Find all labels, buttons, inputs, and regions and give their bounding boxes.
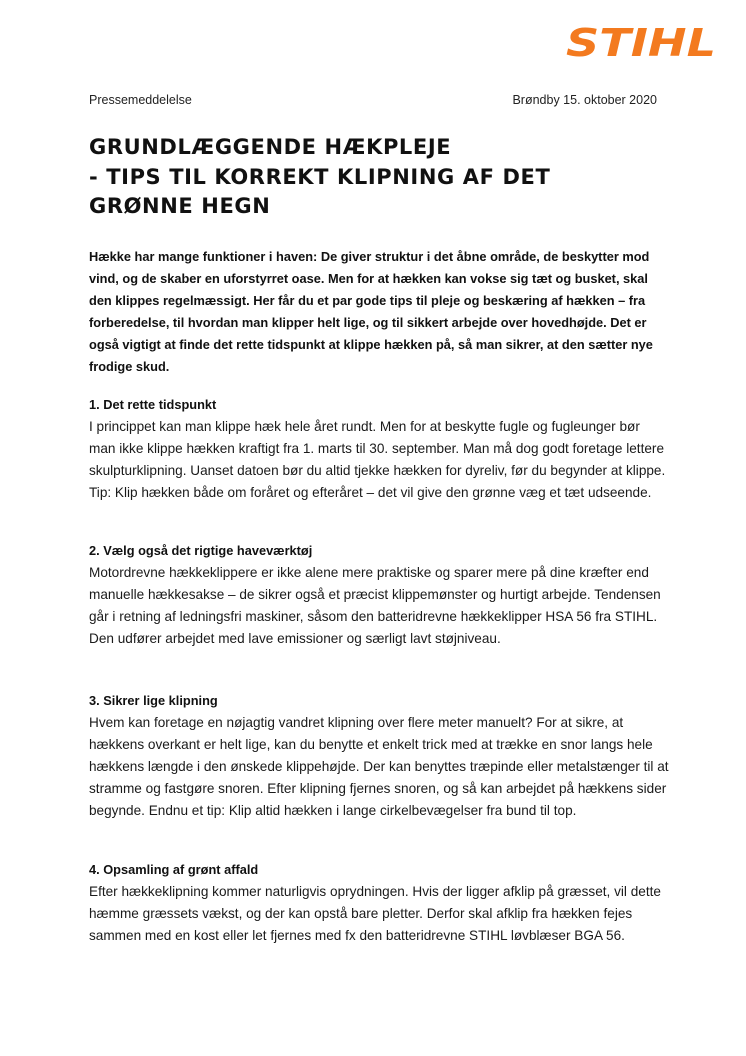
section-right-time xyxy=(89,394,669,504)
stihl-logo xyxy=(564,24,718,60)
stihl-logo-mark xyxy=(564,24,718,60)
page-title xyxy=(89,133,669,222)
section-body: Hvem kan foretage en nøjagtig vandret klipning over flere meter manuelt? For at sikre, at hækkens overkant er helt lige, kan du benytte et enkelt trick med at trække en snor langs hele hækkens længde i den ønskede klippehøjde. Der kan benyttes træpinde eller metalstænger til at stramme og fastgøre snoren. Efter klipning fjernes snoren, og så kan arbejdet på hækkens sider begynde. Endnu et tip: Klip altid hækken i lange cirkelbevægelser fra bund til top. xyxy=(89,715,669,818)
section-garden-tools xyxy=(89,540,669,650)
lead-paragraph: Hække har mange funktioner i haven: De giver struktur i det åbne område, de beskytter mod vind, og de skaber en uforstyrret oase. Men for at hækken kan vokse sig tæt og busket, skal den klippes regelmæssigt. Her får du et par gode tips til pleje og beskæring af hækken – fra forberedelse, til hvordan man klipper helt lige, og til sikkert arbejde over hovedhøjde. Det er også vigtigt at finde det rette tidspunkt at klippe hækken på, så man sikrer, at den sætter nye frodige skud. xyxy=(89,249,653,374)
section-heading: 3. Sikrer lige klipning xyxy=(89,693,218,708)
section-heading: 4. Opsamling af grønt affald xyxy=(89,862,259,877)
title-line: GRUNDLÆGGENDE HÆKPLEJE xyxy=(89,135,452,159)
title-line: GRØNNE HEGN xyxy=(89,194,271,218)
place-date: Brøndby 15. oktober 2020 xyxy=(512,93,657,107)
section-body: Motordrevne hækkeklippere er ikke alene mere praktiske og sparer mere på dine kræfter end manuelle hækkesakse – de sikrer også et præcist klippemønster og hurtigt arbejde. Tendensen går i retning af ledningsfri maskiner, såsom den batteridrevne hækkeklipper HSA 56 fra STIHL. Den udfører arbejdet med lave emissioner og særligt lavt støjniveau. xyxy=(89,565,661,646)
title-line: - TIPS TIL KORREKT KLIPNING AF DET xyxy=(89,164,551,189)
section-green-waste xyxy=(89,859,669,947)
section-straight-cutting xyxy=(89,690,669,822)
section-heading: 1. Det rette tidspunkt xyxy=(89,397,217,412)
document-type: Pressemeddelelse xyxy=(89,93,192,107)
stihl-logo-text: STIHL xyxy=(566,24,716,60)
section-body: I princippet kan man klippe hæk hele året rundt. Men for at beskytte fugle og fugleunger bør man ikke klippe hækken kraftigt fra 1. marts til 30. september. Man må dog godt foretage lettere skulpturklipning. Uanset datoen bør du altid tjekke hækken for dyreliv, før du begynder at klippe. Tip: Klip hækken både om foråret og efteråret – det vil give den grønne væg et tæt udseende. xyxy=(89,419,666,500)
section-body: Efter hækkeklipning kommer naturligvis oprydningen. Hvis der ligger afklip på græsset, vil dette hæmme græssets vækst, og der kan opstå bare pletter. Derfor skal afklip fra hækken fejes sammen med en kost eller let fjernes med fx den batteridrevne STIHL løvblæser BGA 56. xyxy=(89,884,661,943)
section-heading: 2. Vælg også det rigtige haveværktøj xyxy=(89,543,313,558)
